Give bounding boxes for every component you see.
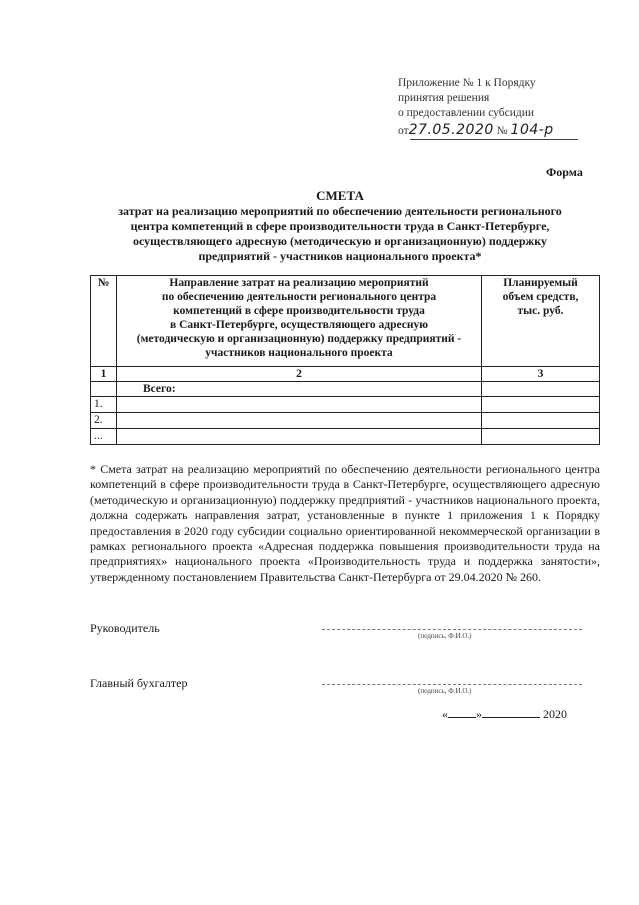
close-quote: » [476, 707, 482, 721]
row-amount-cell [482, 413, 600, 429]
row-direction-cell [117, 397, 482, 413]
row-number: 1. [91, 397, 117, 413]
header-direction [117, 276, 482, 367]
header-amount-line: объем средств, [502, 291, 579, 303]
table-header-row [91, 276, 600, 367]
row-direction-cell [117, 429, 482, 445]
head-signature-line [322, 629, 582, 630]
title-line: предприятий - участников национального проекта* [198, 249, 482, 263]
title-line: центра компетенций в сфере производительности труда в Санкт-Петербурге, [130, 219, 550, 233]
month-blank [482, 706, 540, 718]
header-direction-line: в Санкт-Петербурге, осуществляющего адресную [170, 319, 428, 331]
handwritten-date: 27.05.2020 [408, 122, 494, 138]
estimate-table [90, 275, 600, 445]
table-row [91, 413, 600, 429]
row-number: ... [91, 429, 117, 445]
table-row [91, 397, 600, 413]
total-amount-cell [482, 382, 600, 397]
footnote: * Смета затрат на реализацию мероприятий по обеспечению деятельности регионального центра компетенций в сфере производительности труда в Санкт-Петербурге, осуществляющего адресную (методическую и организационную) поддержку предприятий - участников национального проекта, должна содержать направления затрат, установленные в пункте 1 приложения 1 к Порядку предоставления в 2020 году субсидии социально ориентированной некоммерческой организации в рамках регионального проекта «Адресная поддержка повышения производительности труда на предприятиях» национального проекта «Производительность труда и поддержка занятости», утвержденному постановлением Правительства Санкт-Петербурга от 29.04.2020 № 260. [90, 462, 600, 584]
total-row [91, 382, 600, 397]
handwritten-number: 104-р [510, 122, 554, 138]
header-direction-line: компетенций в сфере производительности труда [173, 305, 425, 317]
accountant-signature-line [322, 684, 582, 685]
appendix-line: Приложение № 1 к Порядку [398, 77, 536, 89]
underline [410, 139, 578, 140]
row-direction-cell [117, 413, 482, 429]
appendix-line: принятия решения [398, 92, 490, 104]
head-signature-hint: (подпись, Ф.И.О.) [418, 632, 472, 640]
col-number: 3 [482, 367, 600, 382]
row-amount-cell [482, 429, 600, 445]
year: 2020 [543, 707, 567, 721]
title-line: затрат на реализацию мероприятий по обеспечению деятельности регионального [118, 204, 562, 218]
number-prefix: № [496, 125, 508, 137]
day-blank [448, 706, 476, 718]
table-row [91, 429, 600, 445]
head-label: Руководитель [90, 621, 160, 635]
title-line: осуществляющего адресную (методическую и организационную) поддержку [133, 234, 547, 248]
total-label: Всего: [117, 382, 482, 397]
header-num: № [91, 276, 117, 367]
appendix-line: о предоставлении субсидии [398, 107, 535, 119]
form-label: Форма [546, 165, 583, 179]
header-amount-line: тыс. руб. [517, 305, 564, 317]
date-line [442, 706, 567, 722]
appendix-block [398, 76, 554, 141]
col-number: 1 [91, 367, 117, 382]
document-title [80, 188, 600, 264]
col-number: 2 [117, 367, 482, 382]
appendix-date-number [398, 123, 554, 141]
header-direction-line: (методическую и организационную) поддержку предприятий - [136, 333, 462, 345]
title-smeta: СМЕТА [316, 188, 364, 203]
open-quote: « [442, 707, 448, 721]
column-numbers-row [91, 367, 600, 382]
header-amount-line: Планируемый [503, 277, 578, 289]
header-direction-line: по обеспечению деятельности регионального центра [161, 291, 437, 303]
header-amount [482, 276, 600, 367]
header-direction-line: Направление затрат на реализацию мероприятий [169, 277, 429, 289]
total-num-cell [91, 382, 117, 397]
accountant-label: Главный бухгалтер [90, 676, 188, 690]
date-prefix: от [398, 125, 409, 137]
accountant-signature-hint: (подпись, Ф.И.О.) [418, 687, 472, 695]
header-direction-line: участников национального проекта [205, 347, 393, 359]
row-number: 2. [91, 413, 117, 429]
row-amount-cell [482, 397, 600, 413]
